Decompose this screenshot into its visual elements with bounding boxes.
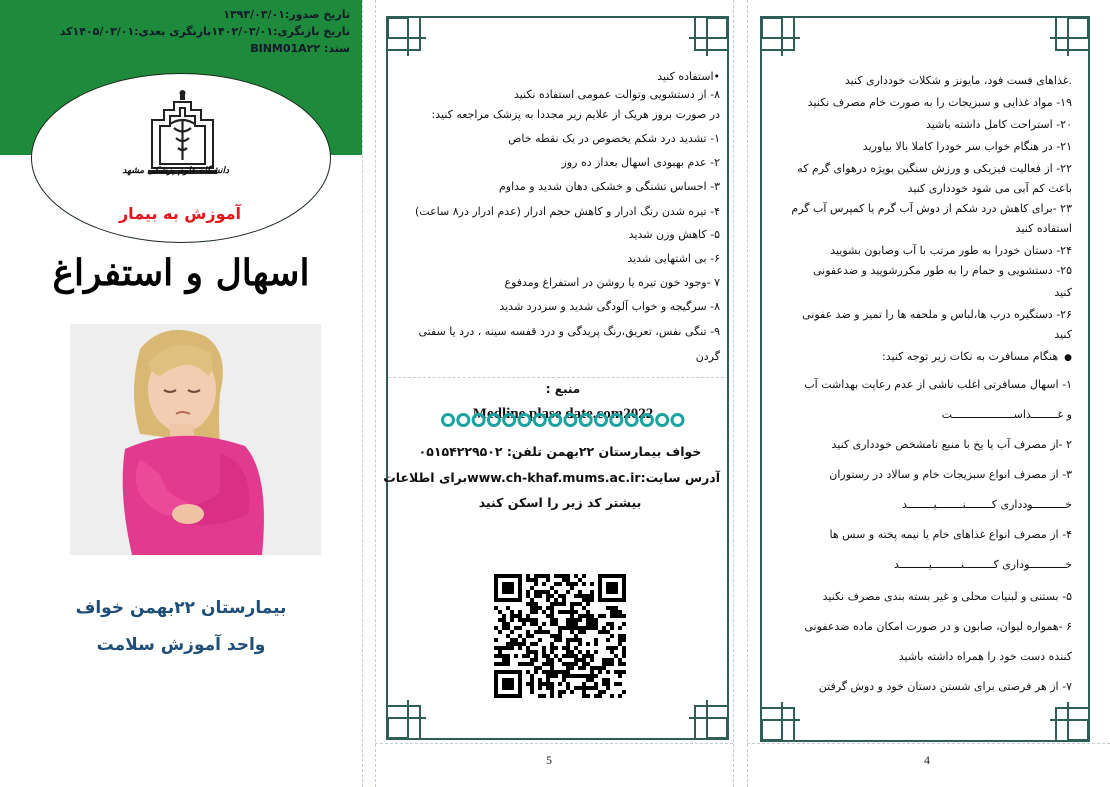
text-line: گردن [695, 350, 720, 363]
text-line: ۹- تنگی نفس، تعریق،رنگ پریدگی و درد قفسه سینه ، درد یا سفتی [418, 325, 720, 338]
text-line: ۵- کاهش وزن شدید [628, 228, 720, 241]
text-line: ۸- سرگیجه و خواب آلودگی شدید و سردرد شدید [499, 300, 720, 313]
decorative-dot [641, 415, 652, 426]
text-line: ۱- اسهال مسافرتی اغلب ناشی از عدم رعایت بهداشت آب [804, 378, 1072, 391]
text-line: ۱۹- مواد غذایی و سبزیجات را به صورت خام مصرف نکنید [807, 96, 1072, 109]
source-value: Medline plase date.com2022 [472, 406, 654, 422]
page-guide [733, 0, 734, 787]
text-line: خــــــــــودداری کــــــــنــــــــیــــــــد [902, 498, 1072, 511]
decorative-dot [626, 415, 637, 426]
text-line: خـــــــــــوداری کـــــــــنـــــــــیـــــــــد [894, 558, 1072, 571]
text-line: ۶- بی اشتهایی شدید [627, 252, 720, 265]
text-line: ۶ -همواره لیوان، صابون و در صورت امکان ماده ضدعفونی [804, 620, 1072, 633]
frame-corner-icon [388, 18, 432, 62]
page-number-5: 5 [546, 753, 552, 767]
decorative-dot [443, 415, 454, 426]
decorative-dot [580, 415, 591, 426]
text-line: ۲۱- در هنگام خواب سر خودرا کاملا بالا بیاورید [862, 140, 1072, 153]
text-line: ۲ -از مصرف آب یا یخ با منبع نامشخص خودداری کنید [831, 438, 1072, 451]
document-code: سند: BINM01A۲۲ [250, 42, 350, 55]
text-line: ۴- از مصرف انواع غذاهای خام یا نیمه پخته و سس ها [829, 528, 1072, 541]
text-line: ۷- از هر فرصتی برای شستن دستان خود و دوش گرفتن [818, 680, 1072, 693]
decorative-dot [504, 415, 515, 426]
child-photo [70, 324, 321, 555]
issue-date: تاریخ صدور:۱۳۹۳/۰۳/۰۱ [223, 8, 350, 21]
text-line: ۳- احساس تشنگی و خشکی دهان شدید و مداوم [498, 180, 720, 193]
text-line: کنید [1054, 286, 1072, 299]
text-line: ● هنگام مسافرت به نکات زیر توجه کنید: [882, 350, 1072, 364]
decorative-dots-icon [440, 408, 686, 432]
hospital-name: بیمارستان ۲۲بهمن خواف [75, 598, 287, 618]
text-line: کنید [1054, 328, 1072, 341]
university-name: دانشگاه علوم پزشکی مشهد [122, 166, 229, 176]
decorative-dot [458, 415, 469, 426]
text-line: ۲۶- دستگیره درب ها،لباس و ملحفه ها را تمیز و ضد عفونی [802, 308, 1072, 321]
frame-corner-icon [762, 18, 806, 62]
frame-corner-icon [683, 694, 727, 738]
decorative-dot [657, 415, 668, 426]
decorative-dot [550, 415, 561, 426]
page-guide [375, 0, 376, 787]
page-guide [747, 743, 1110, 744]
text-line: •استفاده کنید [657, 70, 720, 83]
scan-instruction: بیشتر کد زیر را اسکن کنید [478, 495, 642, 510]
child-illustration-icon [70, 324, 321, 555]
source-label: منبع : [545, 382, 581, 396]
page-number-4: 4 [924, 753, 930, 767]
text-line: ۱- تشدید درد شکم یخصوص در یک نقطه خاص [508, 132, 720, 145]
text-line: .غذاهای فست فود، مایونز و شکلات خودداری کنید [844, 74, 1072, 87]
contact-info: خواف بیمارستان ۲۲بهمن تلفن: ۰۵۱۵۴۲۲۹۵۰۲ [418, 444, 702, 459]
text-line: در صورت بروز هریک از علایم زیر مجددا به پزشک مراجعه کنید: [431, 108, 720, 121]
text-line: باعث کم آبی می شود خودداری کنید [907, 182, 1072, 195]
decorative-dot [565, 415, 576, 426]
page-guide [362, 0, 363, 787]
text-line: و غــــــــذاســـــــــــــــــــت [941, 408, 1072, 421]
text-line: ۲- عدم بهبودی اسهال بعداز ده روز [561, 156, 720, 169]
frame-corner-icon [388, 694, 432, 738]
decorative-dot [672, 415, 683, 426]
decorative-dot [596, 415, 607, 426]
qr-code-icon[interactable] [494, 574, 626, 698]
page-title: اسهال و استفراغ [52, 252, 310, 294]
text-line: ۴- تیره شدن رنگ ادرار و کاهش حجم ادرار (عدم ادرار در۸ ساعت) [414, 205, 720, 218]
right-panel-text [774, 74, 1072, 714]
page-guide [375, 743, 733, 744]
text-line: ۲۴- دستان خودرا به طور مرتب با آب وصابون بشویید [830, 244, 1072, 257]
decorative-dot [488, 415, 499, 426]
text-line: ۲۰- استراحت کامل داشته باشید [925, 118, 1072, 131]
text-line: استفاده کنید [1015, 222, 1072, 235]
review-date: تاریخ بازنگری:۱۴۰۲/۰۳/۰۱بازنگری بعدی:۱۴۰۵/۰۳/۰۱کد [59, 25, 350, 38]
text-line: ۲۳ -برای کاهش درد شکم از دوش آب گرم یا کمپرس آب گرم [791, 202, 1072, 215]
cover-panel [0, 0, 362, 787]
patient-education-label: آموزش به بیمار [118, 204, 242, 223]
decorative-dot [611, 415, 622, 426]
website-link[interactable]: آدرس سایت:www.ch-khaf.mums.ac.irبرای اطلاعات [383, 470, 720, 485]
middle-panel-text [400, 70, 720, 370]
text-line: ۸- از دستشویی وتوالت عمومی استفاده نکنید [513, 88, 720, 101]
text-line: کننده دست خود را همراه داشته باشید [898, 650, 1072, 663]
text-line: ۵- بستنی و لبنیات محلی و غیر بسته بندی مصرف نکنید [822, 590, 1072, 603]
page-guide [747, 0, 748, 787]
text-line: ۲۲- از فعالیت فیزیکی و ورزش سنگین بویژه درهوای گرم که [797, 162, 1072, 175]
unit-name: واحد آموزش سلامت [96, 635, 266, 655]
decorative-dot [473, 415, 484, 426]
text-line: ۷ -وجود خون تیره یا روشن در استفراغ ومدفوع [504, 276, 720, 289]
decorative-dot [534, 415, 545, 426]
frame-corner-icon [683, 18, 727, 62]
text-line: ۲۵- دستشویی و حمام را به طور مکررشویید و ضدعفونی [812, 264, 1072, 277]
decorative-dot [519, 415, 530, 426]
frame-corner-icon [1044, 18, 1088, 62]
text-line: ۳- از مصرف انواع سبزیجات خام و سالاد در رستوران [829, 468, 1072, 481]
